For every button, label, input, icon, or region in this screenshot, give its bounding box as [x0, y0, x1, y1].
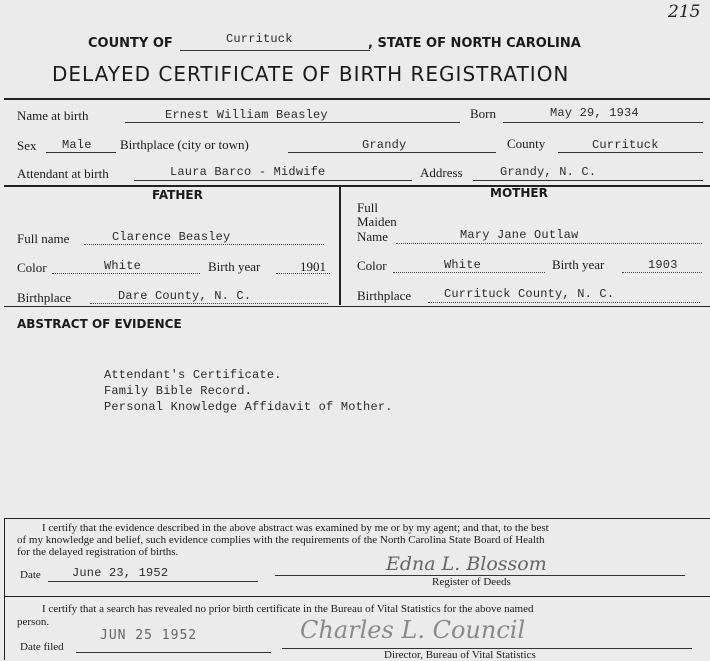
evidence-item: Attendant's Certificate.	[104, 368, 282, 382]
search-date-label: Date filed	[20, 641, 64, 653]
county-label: County	[507, 136, 546, 151]
certification-line-2: of my knowledge and belief, such evidence complies with the requirements of the North Carolina State Board of Health	[17, 534, 545, 546]
county-field-underline	[558, 152, 703, 153]
certification-line-3: for the delayed registration of births.	[17, 546, 179, 558]
father-birthyear-label: Birth year	[208, 259, 261, 274]
frame-top-rule	[4, 98, 710, 100]
name-underline	[125, 122, 460, 123]
address-value: Grandy, N. C.	[500, 165, 597, 179]
county-prefix: COUNTY OF	[88, 36, 173, 51]
certification-date-underline	[48, 581, 258, 582]
born-underline	[503, 122, 703, 123]
certification-date-value: June 23, 1952	[72, 566, 169, 580]
date-filed-stamp: JUN 25 1952	[100, 628, 198, 643]
father-name-underline	[84, 244, 324, 245]
mother-name-underline	[396, 243, 702, 244]
parents-bottom-rule	[4, 306, 710, 307]
county-field-value: Currituck	[592, 138, 659, 152]
mother-color-label: Color	[357, 258, 387, 273]
parents-top-rule	[4, 185, 710, 187]
evidence-item: Personal Knowledge Affidavit of Mother.	[104, 400, 393, 414]
certification-line-1: I certify that the evidence described in the above abstract was examined by me or by my agent; and that, to the best	[42, 522, 549, 534]
address-underline	[473, 180, 703, 181]
mother-label-maiden: Maiden	[357, 214, 397, 229]
frame-left-rule	[4, 518, 5, 660]
name-at-birth-label: Name at birth	[17, 108, 89, 123]
born-label: Born	[470, 106, 496, 121]
mother-birthplace-underline	[428, 302, 700, 303]
father-color-value: White	[104, 259, 142, 273]
county-underline	[180, 50, 370, 51]
mother-birthyear-label: Birth year	[552, 257, 605, 272]
father-fullname-label: Full name	[17, 231, 70, 246]
search-top-rule	[4, 596, 710, 597]
father-birthyear-value: 1901	[300, 259, 326, 274]
register-title: Register of Deeds	[432, 576, 511, 588]
attendant-label: Attendant at birth	[17, 166, 109, 181]
mother-color-underline	[393, 272, 545, 273]
birthplace-value: Grandy	[362, 138, 407, 152]
evidence-item: Family Bible Record.	[104, 384, 253, 398]
father-color-label: Color	[17, 260, 47, 275]
father-birthplace-underline	[90, 303, 328, 304]
sex-value: Male	[62, 138, 92, 152]
register-signature: Edna L. Blossom	[386, 553, 547, 575]
certification-date-label: Date	[20, 569, 41, 581]
mother-birthplace-label: Birthplace	[357, 288, 412, 303]
page-title: DELAYED CERTIFICATE OF BIRTH REGISTRATION	[52, 62, 570, 86]
corner-mark: 215	[668, 2, 701, 22]
father-fullname-value: Clarence Beasley	[112, 230, 231, 244]
state-label: , STATE OF NORTH CAROLINA	[368, 36, 581, 51]
mother-birthyear-underline	[622, 272, 702, 273]
director-signature: Charles L. Council	[300, 616, 526, 644]
director-title: Director, Bureau of Vital Statistics	[384, 649, 536, 661]
county-value: Currituck	[226, 32, 293, 46]
address-label: Address	[420, 165, 463, 180]
search-date-underline	[76, 652, 271, 653]
father-birthplace-value: Dare County, N. C.	[118, 289, 252, 303]
mother-color-value: White	[444, 258, 482, 272]
father-birthplace-label: Birthplace	[17, 290, 72, 305]
attendant-underline	[134, 180, 412, 181]
mother-label-name: Name	[357, 229, 389, 244]
attendant-value: Laura Barco - Midwife	[170, 165, 326, 179]
sex-underline	[46, 152, 116, 153]
name-at-birth-value: Ernest William Beasley	[165, 108, 328, 122]
father-heading: FATHER	[152, 188, 203, 202]
birthplace-label: Birthplace (city or town)	[120, 137, 249, 152]
mother-birthplace-value: Currituck County, N. C.	[444, 287, 615, 301]
mother-label-full: Full	[357, 200, 378, 215]
mother-birthyear-value: 1903	[648, 258, 678, 272]
born-value: May 29, 1934	[550, 106, 639, 120]
parents-divider	[339, 185, 341, 305]
father-color-underline	[52, 273, 200, 274]
sex-label: Sex	[17, 138, 37, 153]
evidence-heading: ABSTRACT OF EVIDENCE	[17, 317, 182, 331]
birthplace-underline	[288, 152, 496, 153]
mother-name-value: Mary Jane Outlaw	[460, 228, 579, 242]
mother-heading: MOTHER	[490, 186, 548, 200]
certification-top-rule	[4, 518, 710, 519]
search-line-1: I certify that a search has revealed no prior birth certificate in the Bureau of Vital Statistics for the above named	[42, 603, 534, 615]
search-line-2: person.	[17, 616, 50, 628]
